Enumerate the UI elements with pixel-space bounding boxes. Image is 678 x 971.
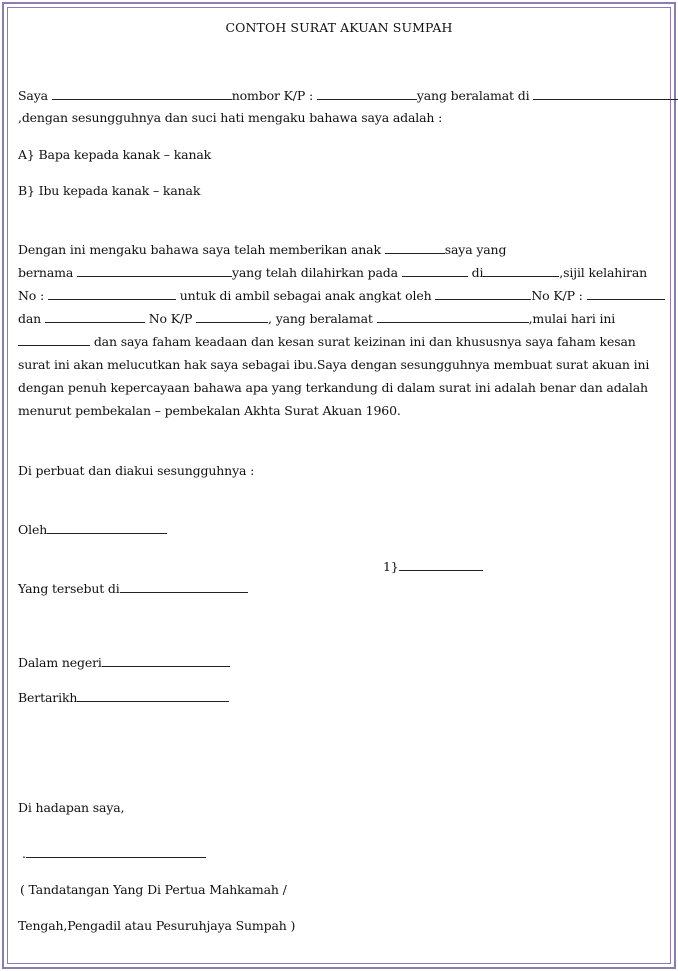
bertarikh-line	[18, 690, 229, 706]
official-signature-blank[interactable]	[26, 846, 206, 858]
signature-1-label: 1}	[383, 559, 399, 574]
body-l2-text-3: di	[467, 265, 484, 280]
name-blank[interactable]	[52, 88, 232, 100]
kp-number-blank[interactable]	[317, 88, 417, 100]
body-l1-text-2: saya yang	[444, 242, 507, 257]
body-line-6: surat ini akan melucutkan hak saya sebagai ibu.Saya dengan sesungguhnya membuat surat akuan ini	[18, 357, 650, 372]
body-l2-text-2: yang telah dilahirkan pada	[231, 265, 402, 280]
body-l4-text: dan	[18, 311, 45, 326]
signature-1-line	[383, 559, 483, 575]
oleh-line	[18, 522, 167, 538]
body-line-1	[18, 242, 506, 258]
address-blank[interactable]	[533, 88, 678, 100]
body-l2-text: bernama	[18, 265, 77, 280]
tersebut-blank[interactable]	[120, 581, 248, 593]
intro-line-2: ,dengan sesungguhnya dan suci hati mengaku bahawa saya adalah :	[18, 110, 443, 125]
oleh-label: Oleh	[18, 522, 48, 537]
body-l2-text-4: ,sijil kelahiran	[559, 265, 648, 280]
body-line-8: menurut pembekalan – pembekalan Akhta Surat Akuan 1960.	[18, 403, 401, 418]
birth-place-blank[interactable]	[483, 265, 559, 277]
intro-address-text: yang beralamat di	[416, 88, 534, 103]
declaration-heading: Di perbuat dan diakui sesungguhnya :	[18, 463, 255, 478]
negeri-line	[18, 655, 230, 671]
signature-dot: .	[22, 846, 26, 861]
intro-kp-text: nombor K/P :	[231, 88, 317, 103]
adopter-kp-blank[interactable]	[587, 288, 665, 300]
intro-line-1	[18, 88, 678, 104]
body-line-2	[18, 265, 647, 281]
body-line-3	[18, 288, 665, 304]
negeri-blank[interactable]	[102, 655, 230, 667]
body-l3-text-3: No K/P :	[531, 288, 587, 303]
body-l3-text: No :	[18, 288, 48, 303]
certificate-no-blank[interactable]	[48, 288, 176, 300]
adopter-address-blank[interactable]	[377, 311, 529, 323]
start-date-blank[interactable]	[18, 334, 90, 346]
body-line-4	[18, 311, 615, 327]
bertarikh-blank[interactable]	[77, 690, 229, 702]
dihadapan-text: Di hadapan saya,	[18, 800, 125, 815]
adopter-2-kp-blank[interactable]	[196, 311, 268, 323]
document-title: CONTOH SURAT AKUAN SUMPAH	[225, 20, 453, 35]
footer-line-2: Tengah,Pengadil atau Pesuruhjaya Sumpah )	[18, 918, 296, 933]
body-line-5	[18, 334, 636, 350]
body-l5-text: dan saya faham keadaan dan kesan surat keizinan ini dan khususnya saya faham kesan	[90, 334, 636, 349]
child-name-blank[interactable]	[77, 265, 232, 277]
negeri-label: Dalam negeri	[18, 655, 102, 670]
option-b: B} Ibu kepada kanak – kanak	[18, 183, 201, 198]
body-l4-text-4: ,mulai hari ini	[528, 311, 616, 326]
body-l4-text-3: , yang beralamat	[268, 311, 377, 326]
signature-1-blank[interactable]	[399, 559, 483, 571]
child-blank[interactable]	[385, 242, 445, 254]
adopter-blank[interactable]	[435, 288, 531, 300]
tersebut-line	[18, 581, 248, 597]
official-signature-line	[22, 846, 206, 862]
adopter-2-blank[interactable]	[45, 311, 145, 323]
birth-date-blank[interactable]	[402, 265, 468, 277]
body-line-7: dengan penuh kepercayaan bahawa apa yang terkandung di dalam surat ini adalah benar dan adalah	[18, 380, 648, 395]
option-a: A} Bapa kepada kanak – kanak	[18, 147, 212, 162]
tersebut-label: Yang tersebut di	[18, 581, 120, 596]
body-l1-text: Dengan ini mengaku bahawa saya telah memberikan anak	[18, 242, 385, 257]
bertarikh-label: Bertarikh	[18, 690, 78, 705]
footer-line-1: ( Tandatangan Yang Di Pertua Mahkamah /	[20, 882, 287, 897]
intro-saya-text: Saya	[18, 88, 52, 103]
oleh-blank[interactable]	[47, 522, 167, 534]
body-l3-text-2: untuk di ambil sebagai anak angkat oleh	[175, 288, 436, 303]
body-l4-text-2: No K/P	[144, 311, 197, 326]
